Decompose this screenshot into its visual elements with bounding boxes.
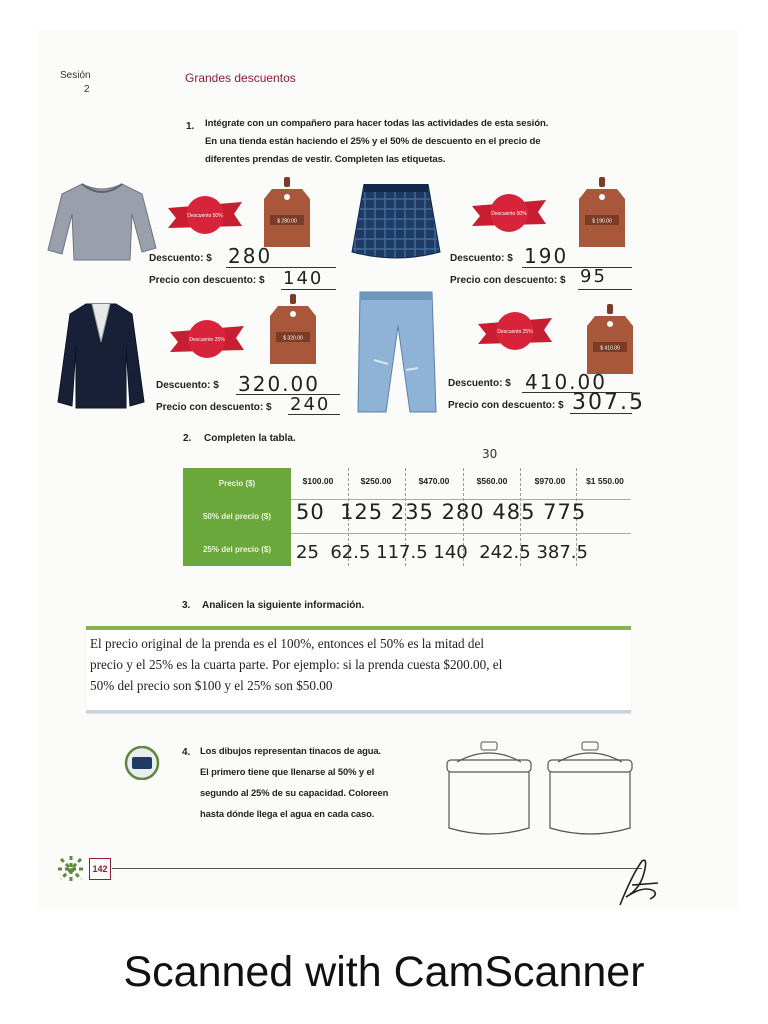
price-cell: $470.00 (418, 476, 450, 486)
price-tag-text: $ 280.00 (277, 218, 297, 225)
discount-label: Descuento: $ (448, 378, 511, 389)
row-header-25: 25% del precio ($) (202, 545, 272, 554)
price-label: Precio con descuento: $ (149, 275, 265, 286)
discount-answer: 280 (228, 244, 273, 268)
jacket-illustration (56, 302, 146, 410)
info-line: precio y el 25% es la cuarta parte. Por ejemplo: si la prenda cuesta $200.00, el (90, 657, 503, 672)
info-text (90, 633, 630, 696)
page-title: Grandes descuentos (185, 71, 296, 85)
discount-answer: 320.00 (238, 372, 320, 396)
signature-icon (614, 855, 662, 911)
price-tag-icon (262, 177, 312, 247)
discount-answer: 190 (524, 244, 569, 268)
table-header-column (183, 468, 291, 566)
price-label: Precio con descuento: $ (450, 275, 566, 286)
price-cell: $250.00 (360, 476, 392, 486)
session-number: 2 (84, 84, 90, 95)
discount-label: Descuento: $ (149, 253, 212, 264)
price-answer: 140 (283, 268, 324, 289)
activity-4-line: hasta dónde llega el agua en cada caso. (200, 808, 375, 819)
price-tag-text: $ 190.00 (592, 218, 612, 225)
price-label: Precio con descuento: $ (448, 400, 564, 411)
price-answer: 95 (580, 266, 607, 287)
price-cell: $560.00 (476, 476, 508, 486)
skirt-illustration (350, 184, 442, 260)
activity-1-line: diferentes prendas de vestir. Completen las etiquetas. (205, 154, 446, 165)
activity-2-number: 2. (183, 433, 192, 444)
activity-1-number: 1. (186, 121, 195, 132)
activity-1-line: En una tienda están haciendo el 25% y el 50% de descuento en el precio de (205, 136, 541, 147)
activity-3-text: Analicen la siguiente información. (202, 600, 365, 611)
discount-label: Descuento: $ (450, 253, 513, 264)
row-25-answers: 25 62.5 117.5 140 242.5 387.5 (296, 542, 588, 563)
jeans-illustration (354, 290, 438, 414)
discount-badge-icon (478, 308, 552, 354)
info-line: El precio original de la prenda es el 100%, entonces el 50% es la mitad del (90, 636, 485, 651)
price-tag-text: $ 410.00 (600, 345, 620, 352)
activity-1-line: Intégrate con un compañero para hacer todas las actividades de esta sesión. (205, 118, 549, 129)
activity-4-line: El primero tiene que llenarse al 50% y el (200, 766, 375, 777)
activity-4-text (200, 740, 440, 824)
discount-badge-icon (168, 192, 242, 238)
price-answer: 307.5 (572, 390, 645, 415)
discount-answer: 410.00 (525, 370, 607, 394)
decorative-logo-icon (56, 854, 86, 884)
discount-label: Descuento: $ (156, 380, 219, 391)
page-number: 142 (89, 858, 111, 880)
discount-badge-text: Descuento 25% (497, 329, 533, 335)
price-cell: $970.00 (534, 476, 566, 486)
row-header-price: Precio ($) (218, 479, 256, 488)
watermark-text: Scanned with CamScanner (123, 948, 645, 996)
session-label: Sesión (60, 70, 91, 81)
row-header-50: 50% del precio ($) (202, 512, 272, 521)
discount-badge-icon (170, 316, 244, 362)
activity-2-text: Completen la tabla. (204, 433, 296, 444)
blouse-illustration (46, 178, 158, 262)
price-tag-icon (585, 304, 635, 374)
price-tag-icon (577, 177, 627, 247)
info-line: 50% del precio son $100 y el 25% son $50.00 (90, 678, 333, 693)
price-answer: 240 (290, 394, 331, 415)
price-tag-text: $ 320.00 (283, 335, 303, 342)
water-tank-icon (443, 740, 535, 842)
activity-3-number: 3. (182, 600, 191, 611)
water-tank-icon (544, 740, 636, 842)
activity-4-line: Los dibujos representan tinacos de agua. (200, 745, 381, 756)
discount-badge-text: Descuento 50% (187, 213, 223, 219)
discount-badge-icon (472, 190, 546, 236)
activity-4-line: segundo al 25% de su capacidad. Coloreen (200, 787, 389, 798)
price-label: Precio con descuento: $ (156, 402, 272, 413)
discount-badge-text: Descuento 50% (491, 211, 527, 217)
team-work-icon (124, 746, 160, 780)
price-cell: $100.00 (302, 476, 334, 486)
discount-badge-text: Descuento 25% (189, 337, 225, 343)
handwritten-note: 30 (482, 447, 498, 461)
price-tag-icon (268, 294, 318, 364)
price-cell: $1 550.00 (586, 476, 624, 486)
row-50-answers: 50 125 235 280 485 775 (296, 500, 587, 524)
activity-1-text (205, 115, 625, 169)
activity-4-number: 4. (182, 747, 191, 758)
